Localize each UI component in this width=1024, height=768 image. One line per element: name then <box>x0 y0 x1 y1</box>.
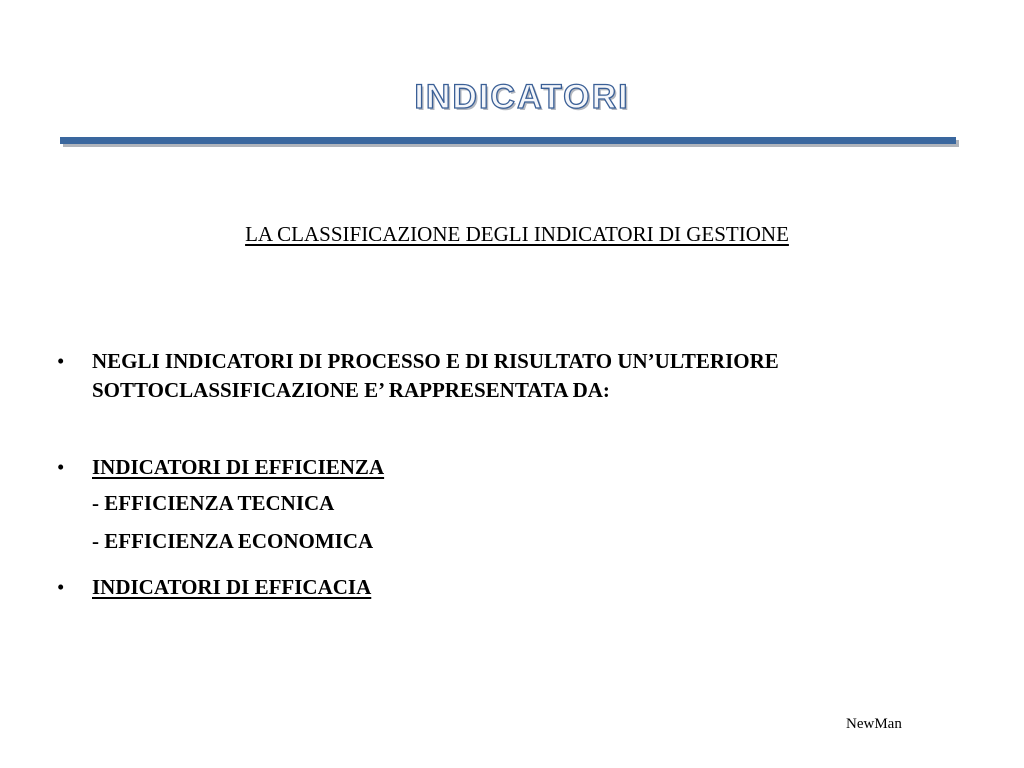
bullet-marker: • <box>57 575 65 599</box>
bullet-item-effectiveness <box>52 573 952 602</box>
bullet-marker: • <box>57 349 65 373</box>
bullet-item-efficiency <box>52 453 952 482</box>
slide-subtitle: LA CLASSIFICAZIONE DEGLI INDICATORI DI GESTIONE <box>245 222 789 246</box>
footer-label: NewMan <box>846 716 902 732</box>
bullet-item-process-results <box>52 347 952 405</box>
bullet-text: INDICATORI DI EFFICACIA <box>92 575 372 599</box>
bullet-marker: • <box>57 455 65 479</box>
sub-item-economic-efficiency: - EFFICIENZA ECONOMICA <box>92 529 374 553</box>
bullet-text: INDICATORI DI EFFICIENZA <box>92 455 385 479</box>
bullet-text: NEGLI INDICATORI DI PROCESSO E DI RISULTATO UN’ULTERIORE SOTTOCLASSIFICAZIONE E’ RAPPRESENTATA DA: <box>92 349 779 402</box>
sub-item-technical-efficiency: - EFFICIENZA TECNICA <box>92 491 335 515</box>
slide-title: INDICATORI <box>414 78 630 116</box>
